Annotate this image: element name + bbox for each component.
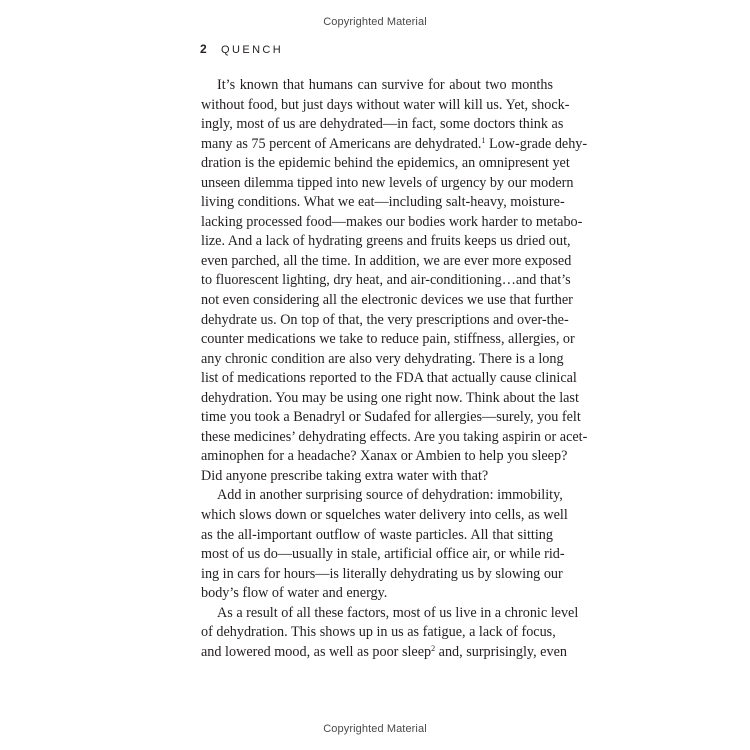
text-line: body’s flow of water and energy. [201, 585, 388, 602]
copyright-banner-top: Copyrighted Material [323, 16, 427, 28]
text-line: any chronic condition are also very dehydrating. There is a long [201, 350, 564, 367]
text-line: these medicines’ dehydrating effects. Are you taking aspirin or acet- [201, 428, 588, 445]
text-line: of dehydration. This shows up in us as fatigue, a lack of focus, [201, 624, 556, 641]
body-text [201, 76, 588, 662]
text-line: Did anyone prescribe taking extra water with that? [201, 467, 489, 484]
footnote-marker: 2 [431, 643, 436, 653]
text-line [201, 643, 567, 663]
page-number: 2 [200, 42, 207, 56]
text-line: unseen dilemma tipped into new levels of urgency by our modern [201, 174, 574, 191]
text-fragment: and, surprisingly, even [435, 643, 567, 660]
text-line: not even considering all the electronic devices we use that further [201, 292, 573, 309]
text-line: As a result of all these factors, most of us live in a chronic level [217, 604, 579, 621]
text-line: which slows down or squelches water delivery into cells, as well [201, 507, 568, 524]
book-title: QUENCH [221, 44, 284, 56]
text-line: without food, but just days without water will kill us. Yet, shock- [201, 96, 570, 113]
text-line: as the all-important outflow of waste particles. All that sitting [201, 526, 553, 543]
text-line: even parched, all the time. In addition, we are ever more exposed [201, 252, 572, 269]
text-line: dration is the epidemic behind the epidemics, an omnipresent yet [201, 155, 570, 172]
text-line: lacking processed food—makes our bodies work harder to metabo- [201, 213, 583, 230]
text-line: aminophen for a headache? Xanax or Ambien to help you sleep? [201, 448, 568, 465]
paragraph [201, 76, 588, 486]
text-line: dehydrate us. On top of that, the very prescriptions and over-the- [201, 311, 569, 328]
copyright-banner-bottom: Copyrighted Material [323, 723, 427, 735]
text-line [201, 135, 588, 155]
paragraph [201, 604, 579, 663]
text-line: to fluorescent lighting, dry heat, and air-conditioning…and that’s [201, 272, 571, 289]
text-line: living conditions. What we eat—including salt-heavy, moisture- [201, 194, 565, 211]
footnote-marker: 1 [481, 135, 486, 145]
text-line: time you took a Benadryl or Sudafed for allergies—surely, you felt [201, 409, 581, 426]
running-head [200, 42, 283, 56]
text-fragment: many as 75 percent of Americans are dehydrated. [201, 135, 482, 152]
text-line: counter medications we take to reduce pain, stiffness, allergies, or [201, 331, 575, 348]
text-fragment: and lowered mood, as well as poor sleep [201, 643, 432, 660]
text-line: It’s known that humans can survive for about two months [217, 77, 553, 93]
text-line: lize. And a lack of hydrating greens and fruits keeps us dried out, [201, 233, 571, 250]
text-line: ing in cars for hours—is literally dehydrating us by slowing our [201, 565, 563, 582]
text-line: list of medications reported to the FDA that actually cause clinical [201, 370, 577, 387]
text-fragment: Low-grade dehy- [485, 135, 588, 152]
text-line: most of us do—usually in stale, artificial office air, or while rid- [201, 546, 565, 563]
text-line: dehydration. You may be using one right now. Think about the last [201, 389, 579, 406]
text-line: ingly, most of us are dehydrated—in fact, some doctors think as [201, 116, 564, 133]
text-line: Add in another surprising source of dehydration: immobility, [217, 487, 563, 504]
paragraph [201, 486, 568, 603]
